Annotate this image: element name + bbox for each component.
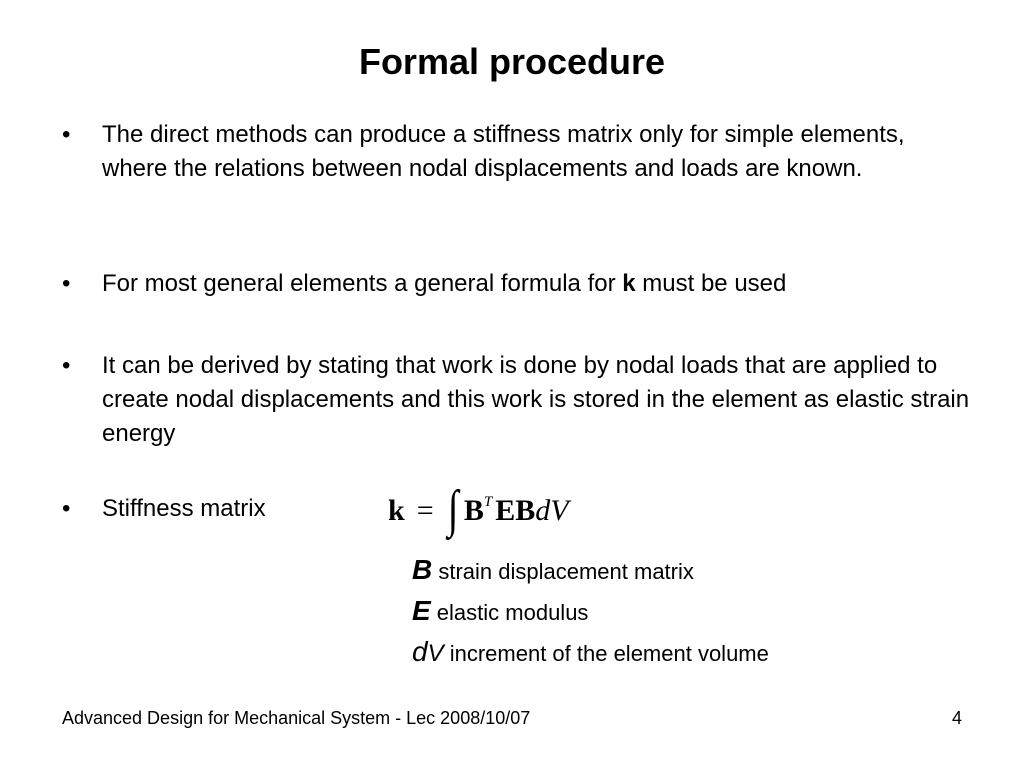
bullet-text: [102, 267, 972, 301]
bullet-item: [62, 118, 972, 186]
definition-text: increment of the element volume: [443, 641, 769, 666]
definition-text: strain displacement matrix: [432, 559, 694, 584]
formula-eb: EB: [495, 494, 536, 527]
definition-text: elastic modulus: [430, 600, 589, 625]
bullet-text: It can be derived by stating that work is done by nodal loads that are applied to create nodal displacements and this work is stored in the element as elastic strain energy: [102, 352, 970, 447]
integral-symbol: ∫: [447, 481, 459, 538]
definition-symbol-v: V: [427, 640, 444, 667]
formula-equals: =: [416, 494, 434, 527]
definition-symbol: B: [412, 554, 433, 585]
bullet-text: Stiffness matrix: [102, 495, 266, 522]
formula-superscript-t: T: [483, 494, 493, 510]
bullet-dot: •: [62, 352, 71, 379]
bullet-text-after: must be used: [635, 270, 787, 297]
definition-e: [412, 591, 588, 633]
footer-page-number: 4: [951, 708, 962, 728]
bullet-item: [62, 349, 972, 451]
formula-k: k: [388, 494, 405, 527]
bullet-dot: •: [62, 495, 71, 522]
bullet-text-before: For most general elements a general formula for: [102, 270, 623, 297]
bullet-item: [62, 267, 972, 301]
bold-symbol-k: k: [622, 270, 636, 297]
definition-dv: [412, 632, 769, 674]
bullet-dot: •: [62, 270, 71, 297]
definition-symbol: E: [412, 595, 431, 626]
definition-b: [412, 550, 694, 592]
definition-symbol-d: d: [412, 636, 428, 667]
bullet-dot: •: [62, 121, 71, 148]
slide-title: Formal procedure: [358, 41, 666, 82]
footer-course-label: Advanced Design for Mechanical System - Lec 2008/10/07: [62, 708, 531, 728]
bullet-text: The direct methods can produce a stiffness matrix only for simple elements, where the relations between nodal displacements and loads are known.: [102, 121, 905, 182]
stiffness-formula: [388, 472, 569, 536]
formula-b: B: [463, 494, 484, 527]
formula-dv: dV: [535, 494, 569, 527]
